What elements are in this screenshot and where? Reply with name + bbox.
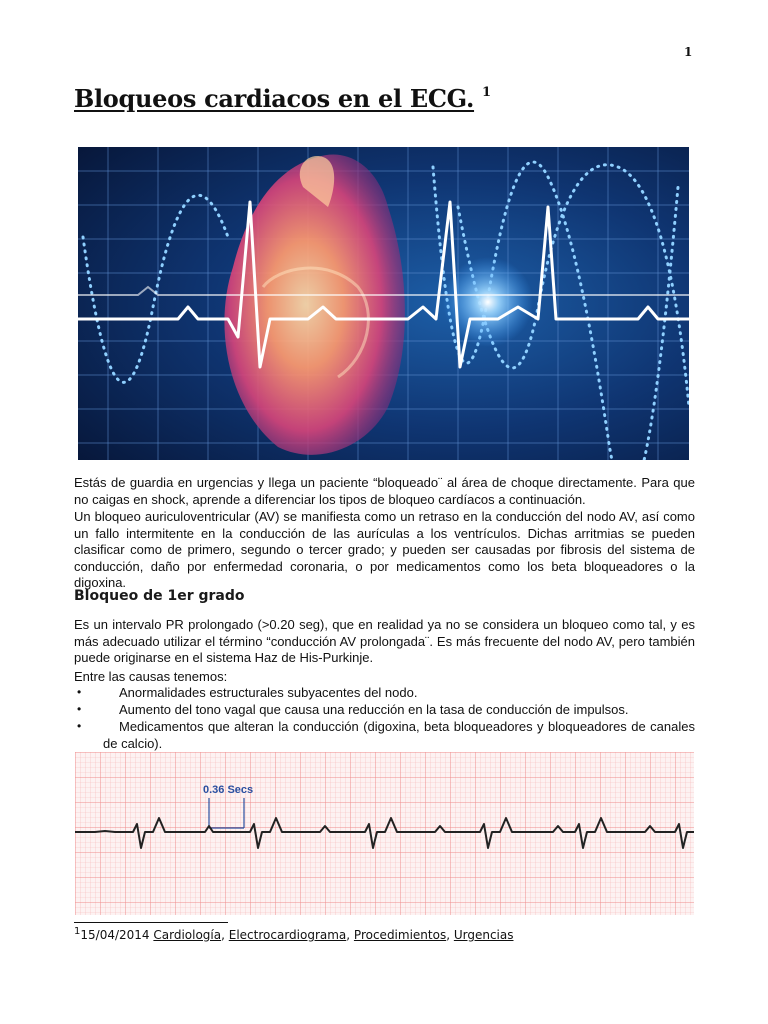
causes-list (74, 684, 695, 752)
cause-text: Anormalidades estructurales subyacentes del nodo. (119, 685, 418, 700)
causes-intro: Entre las causas tenemos: (74, 669, 228, 684)
section-heading: Bloqueo de 1er grado (74, 588, 245, 604)
bullet-icon: • (77, 702, 82, 716)
footnote-mark: 1 (74, 926, 81, 937)
ecg-annotation: 0.36 Secs (203, 784, 254, 796)
av-block-paragraph: Un bloqueo auriculoventricular (AV) se manifiesta como un retraso en la conducción del nodo AV, así como un fallo intermitente en la conducción de las aurículas a los ventrículos. Dichas arritmias se pueden clasificar como de primero, segundo o tercer grado; y pueden ser causadas por fibrosis del sistema de conducción, daño por enfermedad coronaria, o por medicamentos como los beta bloqueadores o la digoxina. (74, 509, 695, 590)
heart-ecg-image (78, 147, 689, 460)
category-link-procedimientos[interactable]: Procedimientos (353, 928, 447, 942)
category-link-urgencias[interactable]: Urgencias (453, 928, 514, 942)
page-title (74, 84, 491, 113)
page-number: 1 (684, 45, 693, 59)
list-item (74, 701, 695, 718)
footnote-date: 15/04/2014 (80, 928, 150, 942)
list-item (74, 718, 695, 752)
list-item (74, 684, 695, 701)
title-text: Bloqueos cardiacos en el ECG. (74, 84, 475, 113)
cause-text: Aumento del tono vagal que causa una reducción en la tasa de conducción de impulsos. (119, 702, 629, 717)
title-footnote-mark[interactable]: 1 (482, 85, 491, 100)
first-degree-paragraph: Es un intervalo PR prolongado (>0.20 seg), que en realidad ya no se considera un bloqueo como tal, y es más adecuado utilizar el término “conducción AV prolongada¨. Es más frecuente del nodo AV, pero también puede originarse en el sistema Haz de His-Purkinje. (74, 617, 695, 665)
category-link-cardiologia[interactable]: Cardiología (153, 928, 222, 942)
cause-text: Medicamentos que alteran la conducción (digoxina, beta bloqueadores y bloqueadores de canales de calcio). (103, 719, 695, 751)
footnote-divider (74, 922, 228, 923)
footnote: $^1$15/04/2014 Cardiología, Electrocardiograma, Procedimientos, Urgencias (74, 926, 514, 942)
bullet-icon: • (77, 719, 82, 733)
bullet-icon: • (77, 685, 82, 699)
ecg-strip-image (75, 752, 694, 915)
intro-paragraph: Estás de guardia en urgencias y llega un paciente “bloqueado¨ al área de choque directamente. Para que no caigas en shock, aprende a diferenciar los tipos de bloqueo cardíacos a continuación. (74, 475, 695, 507)
category-link-electrocardiograma[interactable]: Electrocardiograma (228, 928, 347, 942)
